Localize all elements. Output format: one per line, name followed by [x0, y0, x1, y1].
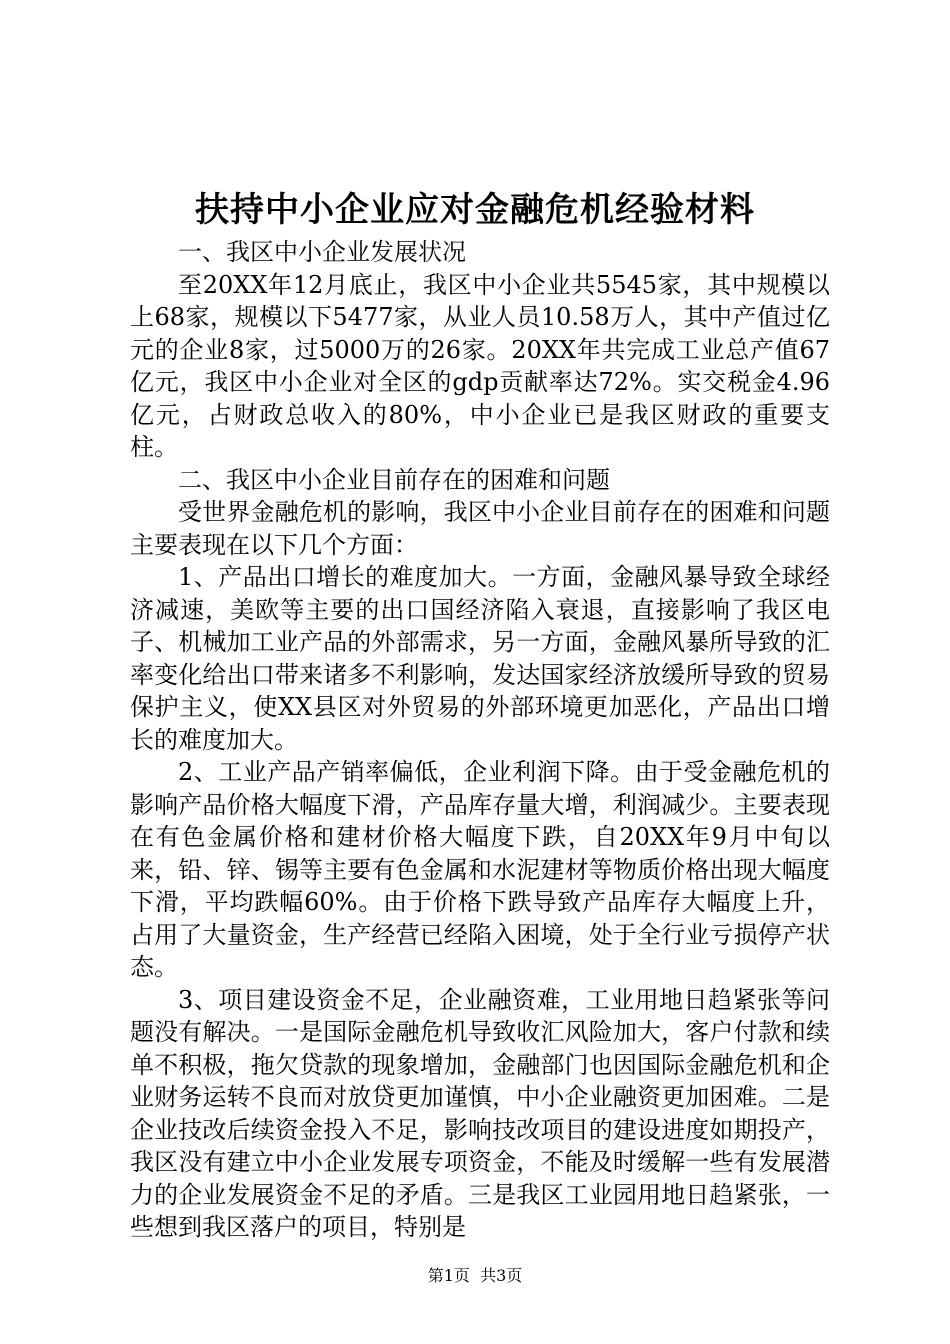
- paragraph-intro: 受世界金融危机的影响，我区中小企业目前存在的困难和问题主要表现在以下几个方面：: [130, 498, 830, 559]
- paragraph-item-3: 3、项目建设资金不足，企业融资难，工业用地日趋紧张等问题没有解决。一是国际金融危机导致收汇风险加大，客户付款和续单不积极，拖欠贷款的现象增加，金融部门也因国际金融危机和企业财务运转不良而对放贷更加谨慎，中小企业融资更加困难。二是企业技改后续资金投入不足，影响技改项目的建设进度如期投产，我区没有建立中小企业发展专项资金，不能及时缓解一些有发展潜力的企业发展资金不足的矛盾。三是我区工业园用地日趋紧张，一些想到我区落户的项目，特别是: [130, 985, 830, 1241]
- page-total: 共3页: [480, 1266, 523, 1285]
- page-footer: [0, 1266, 950, 1286]
- paragraph-item-2: 2、工业产品产销率偏低，企业利润下降。由于受金融危机的影响产品价格大幅度下滑，产品库存量大增，利润减少。主要表现在有色金属价格和建材价格大幅度下跌，自20XX年9月中旬以来，铅、锌、锡等主要有色金属和水泥建材等物质价格出现大幅度下滑，平均跌幅60%。由于价格下跌导致产品库存大幅度上升，占用了大量资金，生产经营已经陷入困境，处于全行业亏损停产状态。: [130, 758, 830, 981]
- paragraph-item-1: 1、产品出口增长的难度加大。一方面，金融风暴导致全球经济减速，美欧等主要的出口国经济陷入衰退，直接影响了我区电子、机械加工业产品的外部需求，另一方面，金融风暴所导致的汇率变化给出口带来诸多不利影响，发达国家经济放缓所导致的贸易保护主义，使XX县区对外贸易的外部环境更加恶化，产品出口增长的难度加大。: [130, 563, 830, 754]
- section-heading-2: 二、我区中小企业目前存在的困难和问题: [178, 465, 610, 494]
- document-body: [130, 236, 830, 1244]
- paragraph-status: 至20XX年12月底止，我区中小企业共5545家，其中规模以上68家，规模以下5477家，从业人员10.58万人，其中产值过亿元的企业8家，过5000万的26家。20XX年共完成工业总产值67亿元，我区中小企业对全区的gdp贡献率达72%。实交税金4.96亿元，占财政总收入的80%，中小企业已是我区财政的重要支柱。: [130, 270, 830, 461]
- document-title: 扶持中小企业应对金融危机经验材料: [195, 190, 755, 230]
- page-number: 第1页: [427, 1266, 470, 1285]
- section-heading-1: 一、我区中小企业发展状况: [178, 238, 466, 266]
